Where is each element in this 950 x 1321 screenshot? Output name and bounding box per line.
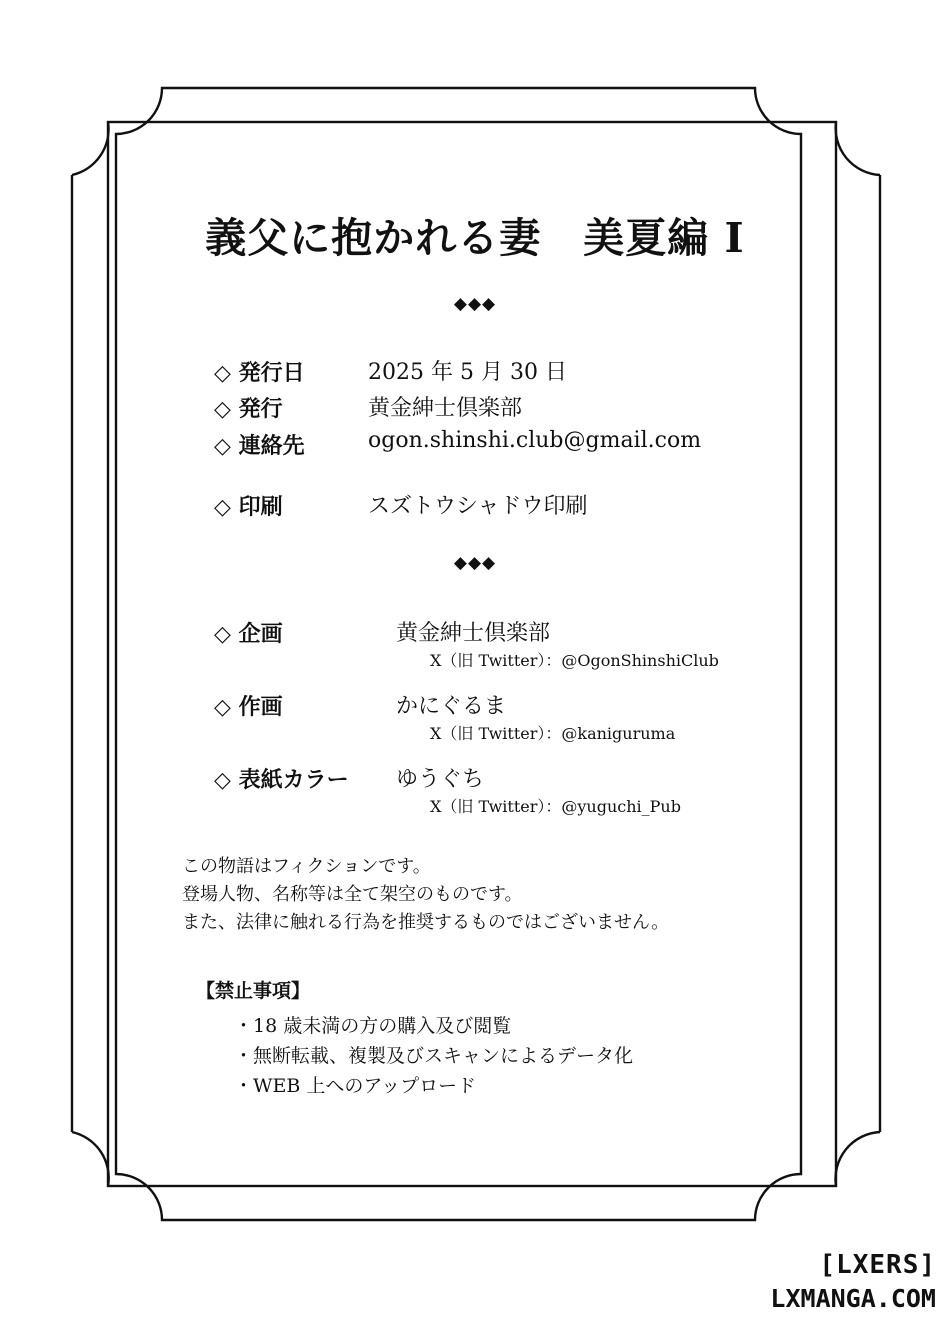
disclaimer-line-2: 登場人物、名称等は全て架空のものです。 (182, 884, 523, 905)
watermark-line-1: [LXERS] (819, 1250, 936, 1280)
credit-value-cover-color: ゆうぐち (396, 767, 485, 792)
credit-account-artwork: X（旧 Twitter）：@kaniguruma (430, 724, 676, 743)
credit-account-cover-color: X（旧 Twitter）：@yuguchi_Pub (430, 797, 681, 816)
info-value-publisher: 黄金紳士倶楽部 (368, 396, 523, 421)
info-value-printing: スズトウシャドウ印刷 (368, 494, 588, 519)
disclaimer-line-3: また、法律に触れる行為を推奨するものではございません。 (182, 912, 670, 933)
credit-label-planning: ◇ 企画 (214, 622, 283, 647)
ornament-divider-2: ◆◆◆ (453, 553, 497, 573)
info-label-contact: ◇ 連絡先 (214, 434, 305, 459)
info-label-date: ◇ 発行日 (214, 361, 305, 386)
info-value-date: 2025 年 5 月 30 日 (368, 360, 567, 385)
prohibited-item-2: ・無断転載、複製及びスキャンによるデータ化 (234, 1045, 634, 1067)
info-label-printing: ◇ 印刷 (214, 495, 283, 520)
prohibited-item-1: ・18 歳未満の方の購入及び閲覧 (234, 1015, 512, 1037)
ornament-divider-1: ◆◆◆ (453, 294, 497, 314)
credit-label-artwork: ◇ 作画 (214, 695, 283, 720)
info-label-publisher: ◇ 発行 (214, 397, 283, 422)
credit-value-artwork: かにぐるま (396, 694, 507, 719)
credit-value-planning: 黄金紳士倶楽部 (396, 621, 551, 646)
prohibited-item-3: ・WEB 上へのアップロード (234, 1075, 477, 1097)
page-title: 義父に抱かれる妻 美夏編 I (205, 214, 745, 262)
disclaimer-line-1: この物語はフィクションです。 (182, 856, 431, 877)
credit-account-planning: X（旧 Twitter）：@OgonShinshiClub (430, 651, 719, 670)
credit-label-cover-color: ◇ 表紙カラー (214, 768, 349, 793)
prohibited-heading: 【禁止事項】 (196, 980, 311, 1002)
info-value-contact: ogon.shinshi.club@gmail.com (368, 428, 702, 453)
watermark-line-2: LXMANGA.COM (770, 1284, 936, 1313)
